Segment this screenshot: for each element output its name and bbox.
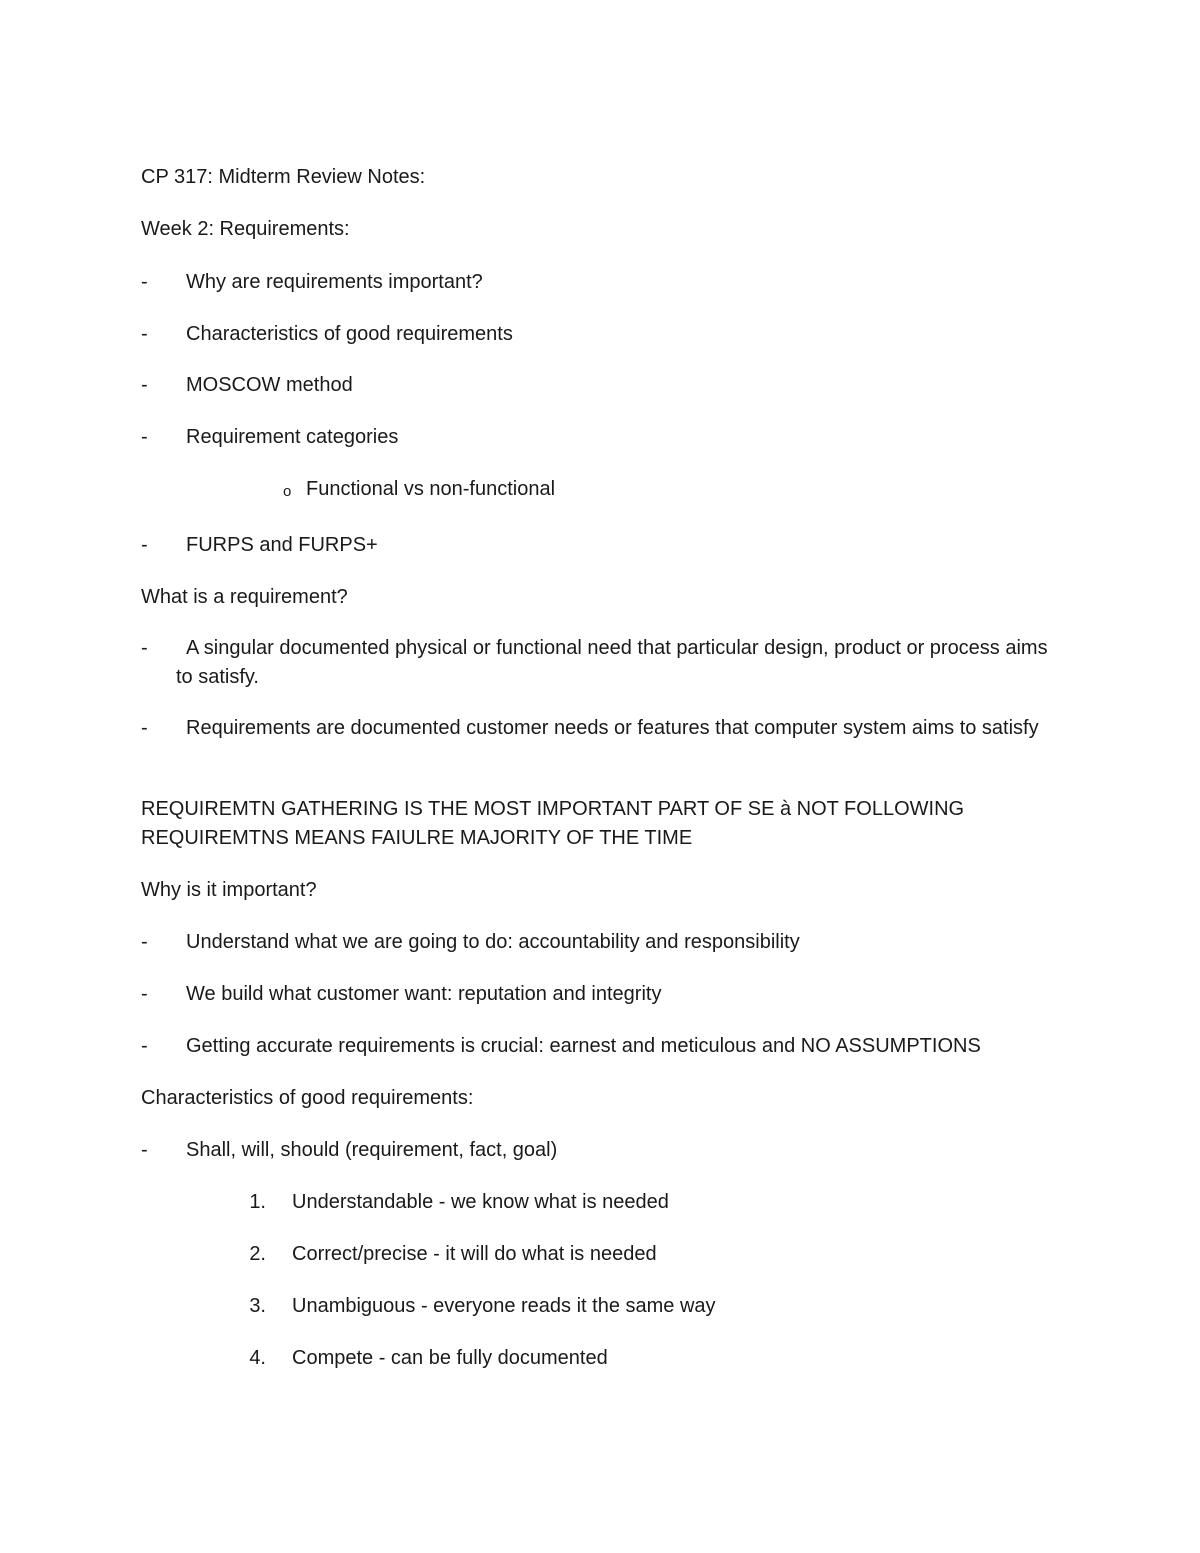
bullet-dash: - <box>141 1139 148 1161</box>
bullet-dash: - <box>141 931 148 953</box>
bullet-dash: - <box>141 1035 148 1057</box>
section-heading: Characteristics of good requirements: <box>141 1087 474 1109</box>
list-item: FURPS and FURPS+ <box>186 534 378 556</box>
list-item: Requirement categories <box>186 426 399 448</box>
list-number: 2. <box>249 1243 266 1265</box>
list-item: Requirements are documented customer needs or features that computer system aims to satisfy <box>186 717 1039 739</box>
numbered-item: Unambiguous - everyone reads it the same way <box>292 1295 716 1317</box>
list-item: A singular documented physical or functional need that particular design, product or process aims to satisfy. <box>176 637 1048 688</box>
list-item: Understand what we are going to do: accountability and responsibility <box>186 931 800 953</box>
bullet-dash: - <box>141 534 148 556</box>
bullet-dash: - <box>141 983 148 1005</box>
bullet-dash: - <box>141 374 148 396</box>
sub-list-item: Functional vs non-functional <box>306 478 556 500</box>
week-heading: Week 2: Requirements: <box>141 218 350 240</box>
list-number: 3. <box>249 1295 266 1317</box>
bullet-dash: - <box>141 637 148 659</box>
list-item: We build what customer want: reputation and integrity <box>186 983 662 1005</box>
numbered-item: Correct/precise - it will do what is needed <box>292 1243 657 1265</box>
bullet-dash: - <box>141 426 148 448</box>
list-item: Why are requirements important? <box>186 271 483 293</box>
emphasis-note: REQUIREMTN GATHERING IS THE MOST IMPORTANT PART OF SE à NOT FOLLOWING REQUIREMTNS MEANS FAIULRE MAJORITY OF THE TIME <box>141 798 965 849</box>
list-item: Shall, will, should (requirement, fact, goal) <box>186 1139 558 1161</box>
list-number: 1. <box>249 1191 266 1213</box>
list-item: Getting accurate requirements is crucial: earnest and meticulous and NO ASSUMPTIONS <box>186 1035 981 1057</box>
sub-bullet-marker: o <box>283 483 292 500</box>
list-number: 4. <box>249 1347 266 1369</box>
bullet-dash: - <box>141 271 148 293</box>
section-heading: Why is it important? <box>141 879 317 901</box>
bullet-dash: - <box>141 323 148 345</box>
numbered-item: Understandable - we know what is needed <box>292 1191 669 1213</box>
document-title: CP 317: Midterm Review Notes: <box>141 166 426 188</box>
bullet-dash: - <box>141 717 148 739</box>
list-item: Characteristics of good requirements <box>186 323 513 345</box>
numbered-item: Compete - can be fully documented <box>292 1347 608 1369</box>
list-item: MOSCOW method <box>186 374 353 396</box>
section-heading: What is a requirement? <box>141 586 348 608</box>
